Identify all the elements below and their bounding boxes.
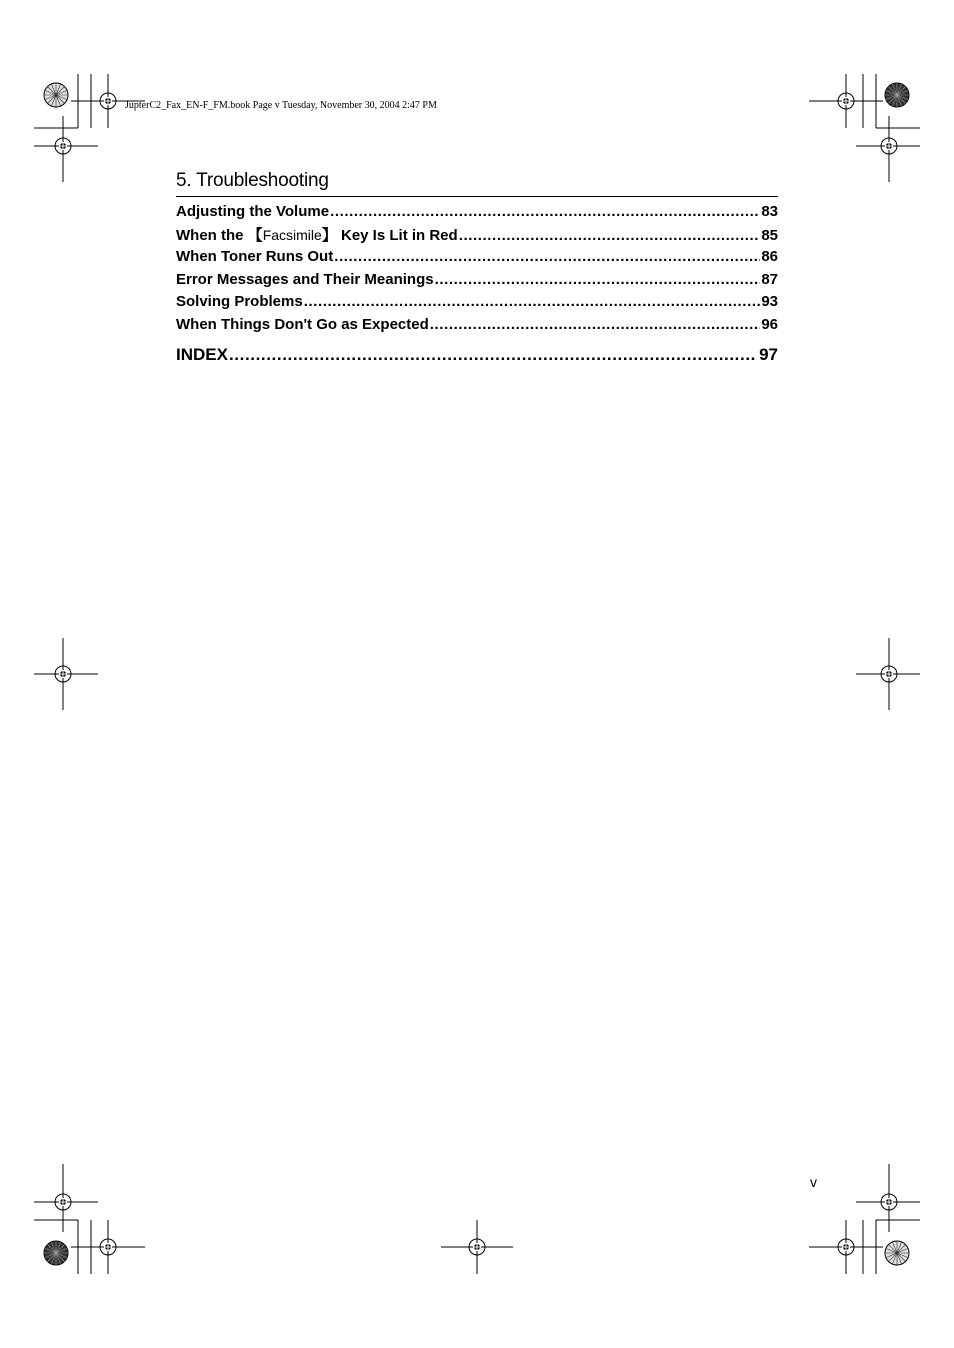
- dot-leader: [459, 225, 761, 248]
- dot-leader: [304, 291, 761, 314]
- page-number: v: [810, 1174, 817, 1190]
- toc-entry-page: 83: [761, 203, 778, 220]
- toc-entry-page: 85: [761, 226, 778, 244]
- toc-entries: [176, 201, 778, 337]
- key-bracket-open: 【: [247, 226, 263, 244]
- dot-leader: [435, 269, 761, 292]
- toc-entry-page: 96: [761, 315, 778, 333]
- key-bracket-close: 】: [321, 226, 337, 244]
- dot-leader: [334, 246, 760, 269]
- toc-entry-facsimile-key[interactable]: [176, 224, 778, 247]
- toc-entry-index[interactable]: [176, 345, 778, 365]
- toc-entry-title: Error Messages and Their Meanings: [176, 270, 434, 288]
- title-before-key: When the: [176, 226, 248, 244]
- toc-entry-adjusting-volume[interactable]: [176, 201, 778, 224]
- toc-entry-title: Adjusting the Volume: [176, 203, 330, 220]
- book-file-info: JupterC2_Fax_EN-F_FM.book Page v Tuesday, November 30, 2004 2:47 PM: [125, 100, 437, 111]
- toc-entry-things-dont-go[interactable]: [176, 314, 778, 337]
- toc-entry-page: 93: [761, 293, 778, 311]
- index-page: 97: [759, 344, 778, 364]
- index-title: INDEX: [176, 344, 228, 364]
- toc-entry-toner-runs-out[interactable]: [176, 246, 778, 269]
- section-heading: 5. Troubleshooting: [176, 170, 778, 197]
- dot-leader: [430, 314, 761, 337]
- toc-entry-page: 87: [761, 270, 778, 288]
- facsimile-key-name: Facsimile: [262, 226, 322, 243]
- dot-leader: [330, 201, 760, 224]
- dot-leader: [229, 345, 756, 365]
- title-after-key: Key Is Lit in Red: [336, 226, 458, 244]
- toc-entry-title: When Toner Runs Out: [176, 248, 334, 266]
- toc-entry-error-messages[interactable]: [176, 269, 778, 292]
- table-of-contents: [176, 170, 778, 365]
- toc-entry-title: [176, 224, 458, 248]
- toc-entry-title: Solving Problems: [176, 293, 303, 311]
- toc-entry-title: When Things Don't Go as Expected: [176, 315, 429, 333]
- toc-entry-solving-problems[interactable]: [176, 291, 778, 314]
- toc-entry-page: 86: [761, 248, 778, 266]
